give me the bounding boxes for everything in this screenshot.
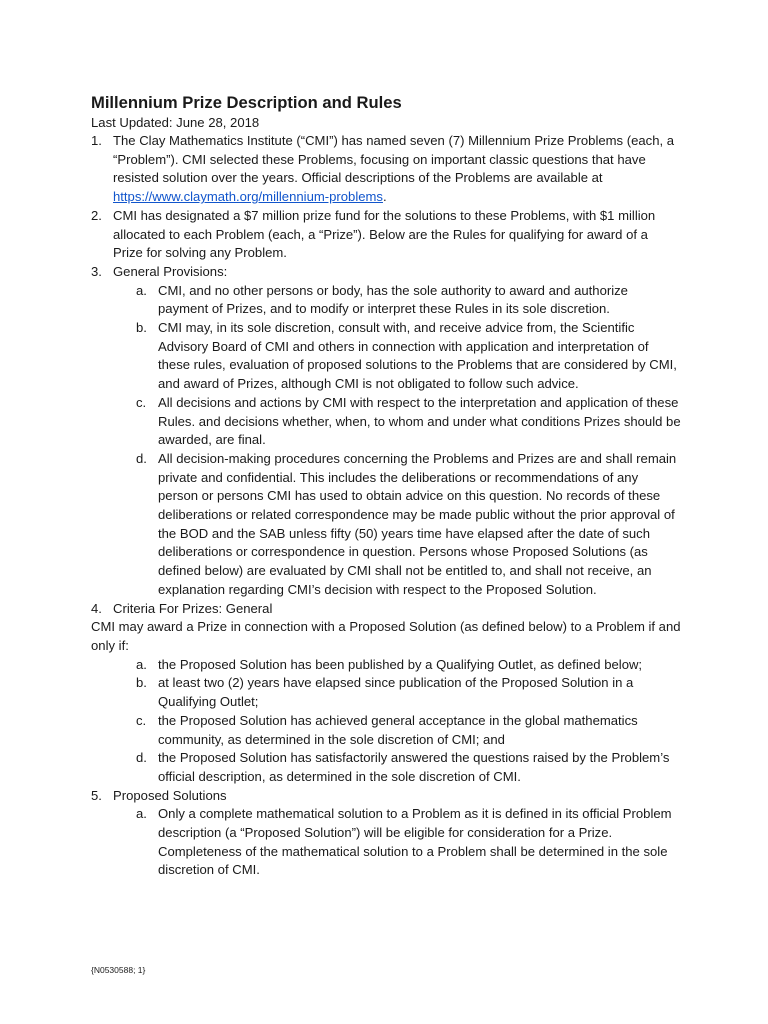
sub-item-letter: d.: [136, 450, 147, 466]
item-number: 1.: [91, 133, 102, 148]
sub-item-3d: [91, 450, 681, 600]
sub-item-text: the Proposed Solution has been published by a Qualifying Outlet, as defined below;: [158, 656, 643, 672]
sub-item-text: All decision-making procedures concerning the Problems and Prizes are and shall remain private and confidential. This includes the deliberations or recommendations of any person or persons CMI has used to obtain advice on this question. No records of these deliberations or related correspondence may be made public without the prior approval of the BOD and the SAB unless fifty (50) years time have elapsed after the date of such deliberations or correspondence in question. Persons whose Proposed Solutions (as defined below) are evaluated by CMI shall not be entitled to, and shall not receive, an explanation regarding CMI’s decision with respect to the Proposed Solution.: [158, 450, 677, 597]
document-page: [91, 93, 681, 880]
last-updated: Last Updated: June 28, 2018: [91, 115, 260, 130]
sub-item-letter: b.: [136, 320, 147, 336]
sub-item-text: the Proposed Solution has achieved general acceptance in the global mathematics community, as determined in the sole discretion of CMI; and: [158, 712, 638, 747]
sub-item-letter: a.: [136, 656, 147, 672]
sub-item-3c: [91, 394, 681, 450]
rule-item-5: [91, 787, 681, 806]
item-text: Proposed Solutions: [113, 787, 227, 803]
sub-item-4d: [91, 749, 681, 786]
sub-item-text: CMI, and no other persons or body, has the sole authority to award and authorize payment of Prizes, and to modify or interpret these Rules in its sole discretion.: [158, 282, 628, 317]
sub-item-4b: [91, 674, 681, 711]
item-number: 3.: [91, 263, 102, 279]
sub-item-letter: b.: [136, 675, 147, 691]
sub-item-3a: [91, 282, 681, 319]
item-text-part: The Clay Mathematics Institute (“CMI”) has named seven (7) Millennium Prize Problems (each, a “Problem”). CMI selected these Problems, focusing on important classic questions that have resisted solution over the years. Official descriptions of the Problems are available at: [113, 133, 675, 186]
problems-link[interactable]: https://www.claymath.org/millennium-problems: [113, 189, 383, 205]
rule-item-1: [91, 132, 681, 207]
sub-item-text: CMI may, in its sole discretion, consult with, and receive advice from, the Scientific Advisory Board of CMI and others in connection with application and interpretation of these rules, evaluation of proposed solutions to the Problems that are considered by CMI, and award of Prizes, although CMI is not obligated to follow such advice.: [158, 320, 677, 392]
sub-item-letter: c.: [136, 394, 147, 410]
sub-item-text: the Proposed Solution has satisfactorily answered the questions raised by the Problem’s official description, as determined in the sole discretion of CMI.: [158, 750, 670, 784]
item-text-part: .: [382, 189, 387, 205]
sub-item-text: Only a complete mathematical solution to a Problem as it is defined in its official Problem description (a “Proposed Solution”) will be eligible for consideration for a Prize. Completeness of the mathematical solution to a Problem shall be determined in the sole discretion of CMI.: [158, 806, 672, 878]
document-footer-code: {N0530588; 1}: [91, 965, 146, 975]
item-number: 2.: [91, 207, 102, 223]
item-number: 5.: [91, 787, 102, 803]
sub-item-text: All decisions and actions by CMI with respect to the interpretation and application of these Rules. and decisions whether, when, to whom and under what conditions Prizes should be awarded, are final.: [158, 394, 681, 448]
sub-item-4c: [91, 712, 681, 749]
sub-item-letter: a.: [136, 806, 147, 822]
item-text: Criteria For Prizes: General: [113, 600, 273, 616]
sub-item-5a: [91, 805, 681, 880]
item-text: [113, 132, 681, 207]
criteria-intro: CMI may award a Prize in connection with a Proposed Solution (as defined below) to a Problem if and only if:: [91, 619, 681, 653]
item-number: 4.: [91, 600, 102, 616]
sub-item-4a: [91, 656, 681, 675]
rule-item-4: [91, 600, 681, 619]
item-text: CMI has designated a $7 million prize fund for the solutions to these Problems, with $1 million allocated to each Problem (each, a “Prize”). Below are the Rules for qualifying for award of a Prize for solving any Problem.: [113, 207, 656, 261]
rule-item-3: [91, 263, 681, 282]
item-text: General Provisions:: [113, 263, 228, 279]
rule-item-2: [91, 207, 681, 263]
sub-item-letter: d.: [136, 750, 147, 766]
sub-item-text: at least two (2) years have elapsed since publication of the Proposed Solution in a Qualifying Outlet;: [158, 675, 634, 710]
document-title: Millennium Prize Description and Rules: [91, 93, 402, 112]
sub-item-letter: a.: [136, 282, 147, 298]
sub-item-3b: [91, 319, 681, 394]
sub-item-letter: c.: [136, 712, 147, 728]
